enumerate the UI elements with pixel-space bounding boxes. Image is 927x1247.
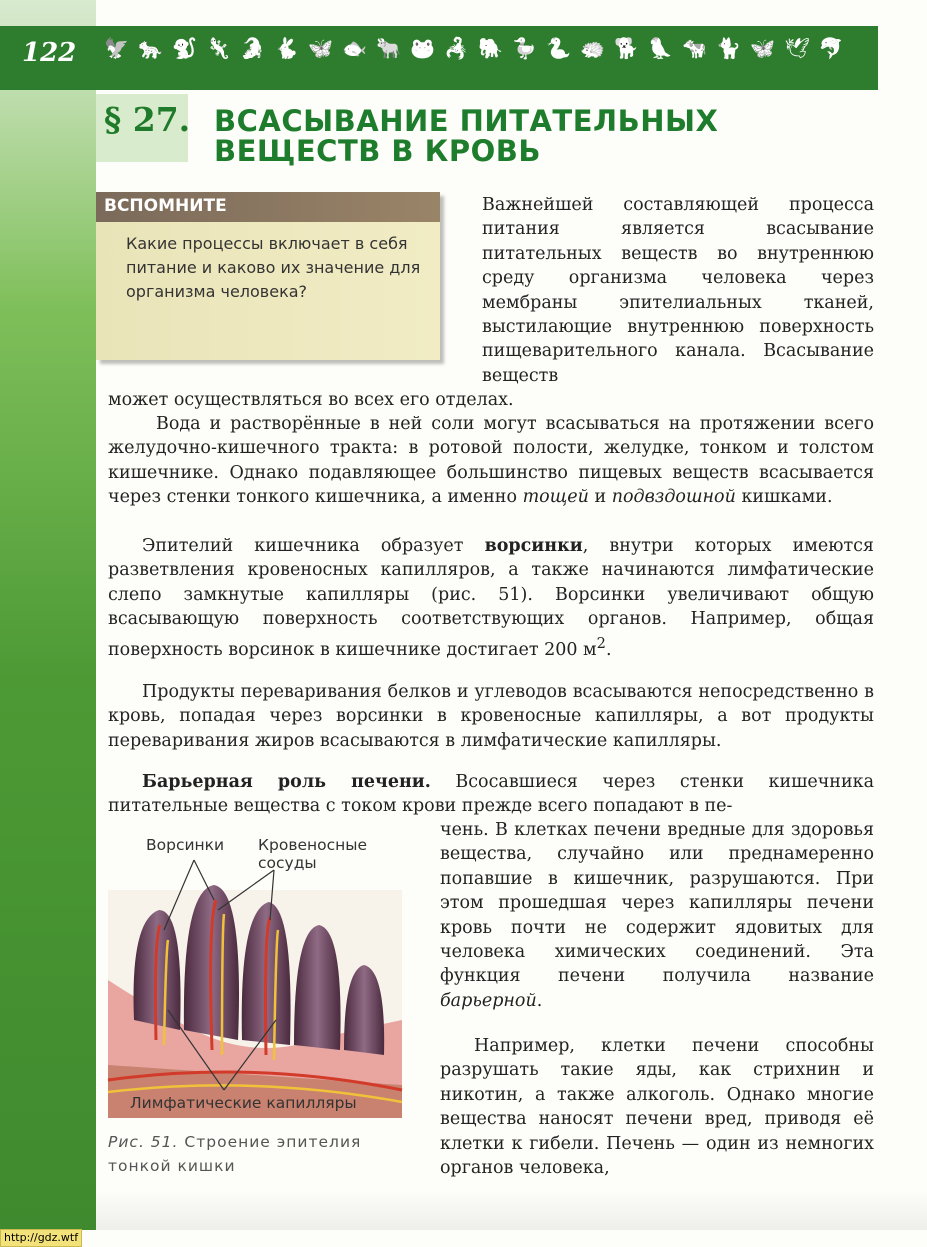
animal-silhouette-icon: 🐟 [342,36,368,60]
left-color-strip [0,0,96,1230]
animal-silhouette-icon: 🦆 [512,36,538,60]
paragraph-water-absorption: Вода и растворённые в ней соли могут всасываться на протяжении всего желудочно-кишечного тракта: в ротовой полости, желудке, тонком и толстом кишечнике. Однако подавляющее большинство пищевых веществ всасывается через стенки тонкого кишечника, а именно тощей и подвздошной кишками. [108,414,874,508]
section-title [214,106,854,166]
section-number: § 27. [104,100,191,139]
animal-silhouette-icon: 🦜 [648,36,674,60]
section-title-line1: ВСАСЫВАНИЕ ПИТАТЕЛЬНЫХ [214,104,719,138]
villi-illustration [104,830,404,1130]
animal-silhouette-icon: 🦂 [444,36,470,60]
animal-silhouette-icon: 🦔 [580,36,606,60]
remember-title: ВСПОМНИТЕ [104,196,227,216]
animal-silhouette-icon: 🦎 [206,36,231,60]
animal-silhouette-icon: 🐕 [614,36,640,60]
animal-silhouette-icon: 🐇 [274,36,299,60]
top-margin [96,0,927,26]
animal-silhouette-icon: 🐒 [172,36,197,60]
label-villi: Ворсинки [146,836,225,854]
animal-silhouette-icon: 🐂 [376,36,402,60]
label-lymph-capillaries: Лимфатические капилляры [130,1094,357,1112]
animal-silhouette-icon: 🦅 [104,36,129,60]
animal-silhouette-icon: 🐆 [138,36,163,60]
animal-silhouette-icon: 🐄 [682,36,708,60]
section-title-line2: ВЕЩЕСТВ В КРОВЬ [214,134,541,168]
bottom-shade [96,1190,927,1230]
label-blood-vessels: Кровеносные сосуды [258,836,368,872]
paragraph-villi: Эпителий кишечника образует ворсинки, внутри которых имеются разветвления кровеносных капилляров, а также начинаются лимфатические слепо замкнутые капилляры (рис. 51). Ворсинки увеличивают общую всасывающую поверхность соответствующих органов. Например, общая поверхность ворсинок в кишечнике достигает 200 $м^2$. [108,536,874,660]
paragraph-poisons: Например, клетки печени способны разрушать такие яды, как стрихнин и никотин, а также алкоголь. Однако многие вещества наносят печени вред, приводя её клетки к гибели. Печень — один из немногих органов человека, [440,1036,874,1179]
animal-silhouette-icon: 🐸 [410,36,436,60]
paragraph-barrier-role: Барьерная роль печени. Всосавшиеся через стенки кишечника питательные вещества с током крови прежде всего попадают в пе- [108,772,874,817]
figure-caption: Рис. 51. Строение эпителия тонкой кишки [108,1133,362,1175]
paragraph-intro-continued: может осуществляться во всех его отделах. [108,390,514,410]
paragraph-intro: Важнейшей составляющей процесса питания является всасывание питательных веществ во внутреннюю среду организма человека через мембраны эпителиальных тканей, выстилающие внутреннюю поверхность пищеварительного канала. Всасывание веществ [482,195,874,386]
page-number: 122 [22,38,77,68]
animal-silhouettes [104,34,844,62]
watermark-link[interactable]: http://gdz.wtf [0,1229,82,1247]
remember-question: Какие процессы включает в себя питание и каково их значение для организма человека? [126,234,421,301]
animal-silhouette-icon: 🐘 [478,36,504,60]
animal-silhouette-icon: 🕊 [784,36,810,60]
animal-silhouette-icon: 🐬 [818,36,844,60]
paragraph-digestion-products: Продукты переваривания белков и углеводов всасываются непосредственно в кровь, попадая через ворсинки в кровеносные капилляры, а вот продукты переваривания жиров всасываются в лимфатические капилляры. [108,682,874,751]
animal-silhouette-icon: 🐈 [716,36,742,60]
animal-silhouette-icon: 🦋 [308,36,333,60]
animal-silhouette-icon: 🦋 [750,36,776,60]
paragraph-barrier-continued: чень. В клетках печени вредные для здоровья вещества, случайно или преднамеренно попавшие в кишечник, разрушаются. При этом прошедшая через капилляры печени кровь почти не содержит ядовитых для человека химических соединений. Эта функция печени получила название барьерной. [440,820,874,1011]
animal-silhouette-icon: 🐊 [240,36,265,60]
animal-silhouette-icon: 🐍 [546,36,572,60]
